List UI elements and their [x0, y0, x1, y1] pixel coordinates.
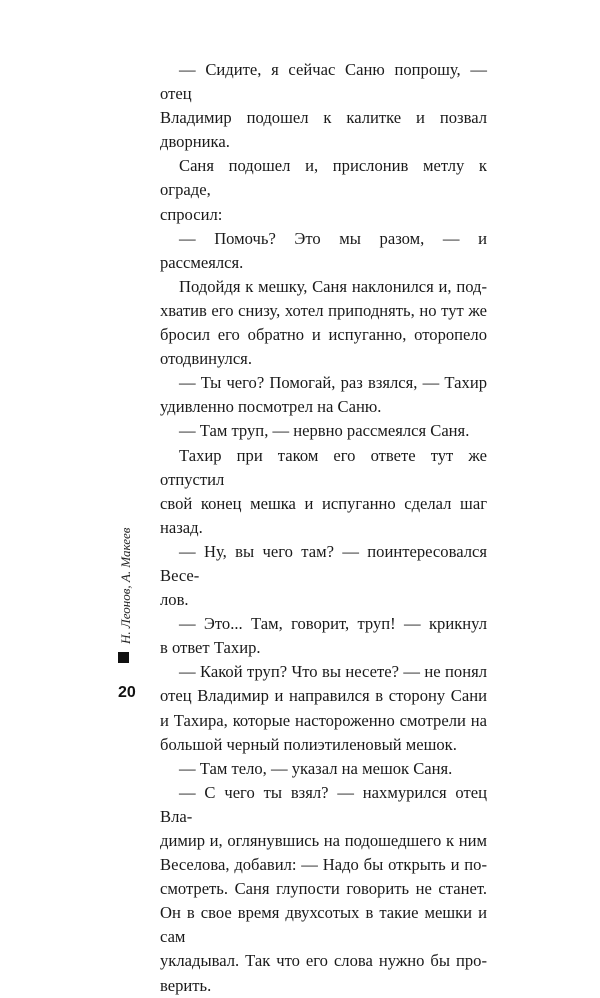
text-line: — Там труп, — нервно рассмеялся Саня. — [179, 421, 470, 441]
text-line: смотреть. Саня глупости говорить не станет. — [160, 879, 487, 899]
text-line: лов. — [160, 590, 189, 610]
text-line: — Ну, вы чего там? — поинтересовался Весе- — [160, 541, 487, 585]
text-line: — Какой труп? Что вы несете? — не понял — [179, 662, 487, 682]
text-line: — Это... Там, говорит, труп! — крикнул — [179, 614, 487, 634]
text-line: Подойдя к мешку, Саня наклонился и, под- — [179, 276, 487, 296]
text-line: в ответ Тахир. — [160, 638, 261, 658]
text-line: спросил: — [160, 204, 223, 224]
text-line: бросил его обратно и испуганно, оторопело — [160, 325, 487, 345]
text-line: — Сидите, я сейчас Саню попрошу, — отец — [160, 60, 487, 104]
text-line: и Тахира, которые настороженно смотрели на — [160, 710, 487, 730]
text-line: большой черный полиэтиленовый мешок. — [160, 734, 457, 754]
text-line: Веселова, добавил: — Надо бы открыть и по- — [160, 855, 487, 875]
text-line: — Помочь? Это мы разом, — и рассмеялся. — [160, 228, 487, 272]
text-line: верить. — [160, 975, 212, 995]
body-text — [160, 58, 487, 998]
text-line: назад. — [160, 517, 203, 537]
text-line: — С чего ты взял? — нахмурился отец Вла- — [160, 782, 487, 826]
text-line: — Ты чего? Помогай, раз взялся, — Тахир — [179, 373, 487, 393]
text-line: Он в свое время двухсотых в такие мешки и сам — [160, 903, 487, 947]
text-line: удивленно посмотрел на Саню. — [160, 397, 382, 417]
text-line: Тахир при таком его ответе тут же отпустил — [160, 445, 487, 489]
text-line: Саня подошел и, прислонив метлу к ограде, — [160, 156, 487, 200]
text-line: хватив его снизу, хотел приподнять, но тут же — [160, 300, 487, 320]
text-line: Владимир подошел к калитке и позвал дворника. — [160, 108, 487, 152]
running-head-marker — [118, 652, 129, 663]
text-line: укладывал. Так что его слова нужно бы про- — [160, 951, 487, 971]
page-number: 20 — [118, 684, 136, 701]
text-line: отодвинулся. — [160, 349, 252, 369]
text-line: димир и, оглянувшись на подошедшего к ним — [160, 831, 487, 850]
text-line: — Там тело, — указал на мешок Саня. — [179, 758, 453, 778]
running-head: Н. Леонов, А. Макеев — [118, 527, 133, 644]
text-line: свой конец мешка и испуганно сделал шаг — [160, 493, 487, 513]
text-line: отец Владимир и направился в сторону Сани — [160, 686, 487, 706]
